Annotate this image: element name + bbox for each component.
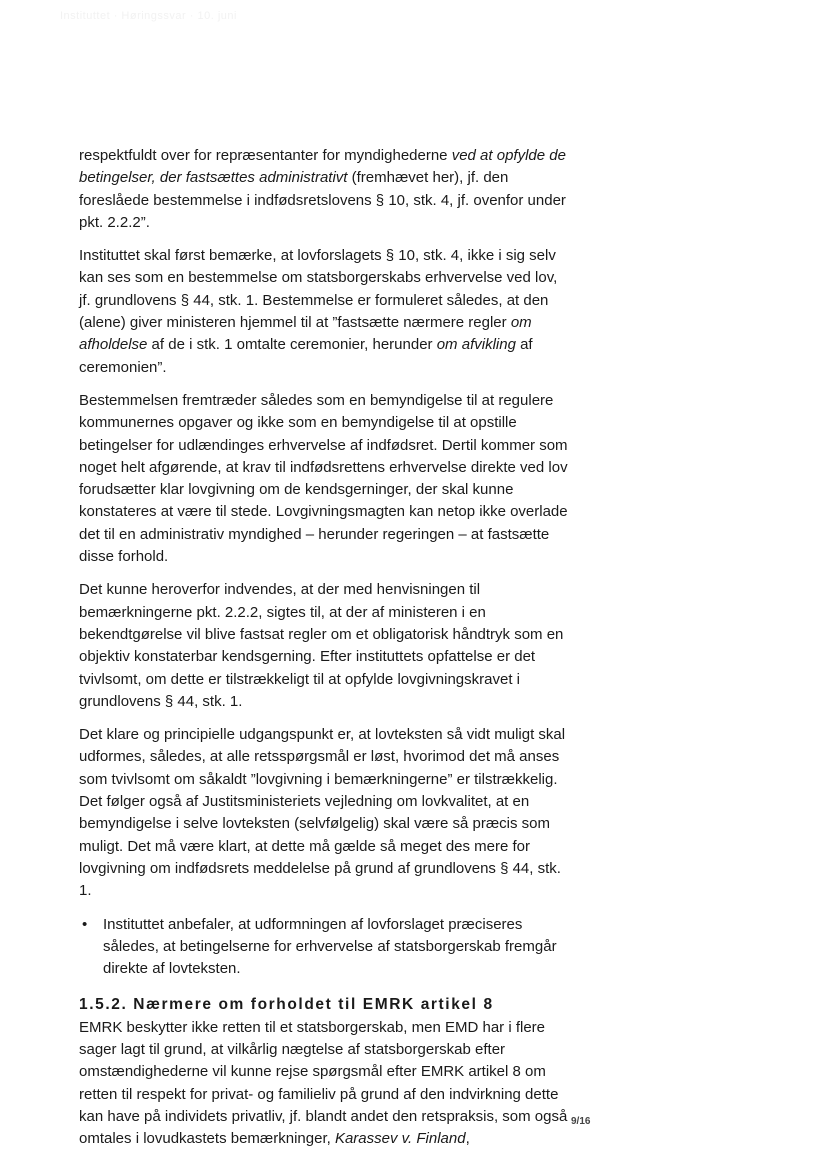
bullet-icon: • <box>82 915 88 933</box>
page-number: 9/16 <box>571 1116 591 1127</box>
section-paragraph <box>79 1017 569 1151</box>
recommendation-bullet <box>79 914 569 981</box>
text-run: (fremhævet her), jf. den foreslåede bestemmelse i indfødsretslovens § 10, stk. 4, jf. ovenfor under pkt. 2.2.2”. <box>79 169 566 231</box>
paragraph-1 <box>79 145 569 234</box>
faint-header-text: Instituttet · Høringssvar · 10. juni <box>60 10 237 22</box>
text-run: af ceremonien”. <box>79 336 533 376</box>
emphasis-text: ved at opfylde de betingelser, der fastsættes administrativt <box>79 147 566 187</box>
text-run: af de i stk. 1 omtalte ceremonier, herunder <box>147 336 437 354</box>
emphasis-text: om afholdelse <box>79 314 532 354</box>
document-body <box>79 145 569 1161</box>
emphasis-text: om afvikling <box>436 336 516 354</box>
paragraph-4: Det kunne heroverfor indvendes, at der med henvisningen til bemærkningerne pkt. 2.2.2, sigtes til, at der af ministeren i en bekendtgørelse vil blive fastsat regler om et obligatorisk håndtryk som en objektiv konstaterbar kendsgerning. Efter instituttets opfattelse er det tvivlsomt, om dette er tilstrækkeligt til at opfylde lovgivningskravet i grundlovens § 44, stk. 1. <box>79 581 564 710</box>
section-heading: 1.5.2. Nærmere om forholdet til EMRK artikel 8 <box>79 996 494 1014</box>
case-citation: Karassev v. Finland <box>334 1130 466 1148</box>
bullet-text: Instituttet anbefaler, at udformningen af lovforslaget præciseres således, at betingelserne for erhvervelse af statsborgerskab fremgår direkte af lovteksten. <box>103 915 557 978</box>
text-run: EMRK beskytter ikke retten til et statsborgerskab, men EMD har i flere sager lagt til grund, at vilkårlig nægtelse af statsborgerskab efter omstændighederne vil kunne rejse spørgsmål efter EMRK artikel 8 om retten til respekt for privat- og familieliv på grund af den indvirkning dette kan have på individets privatliv, jf. blandt andet den retspraksis, som også omtales i lovudkastets bemærkninger, <box>79 1018 568 1148</box>
text-run: Instituttet skal først bemærke, at lovforslagets § 10, stk. 4, ikke i sig selv kan ses som en bestemmelse om statsborgerskabs erhvervelse ved lov, jf. grundlovens § 44, stk. 1. Bestemmelse er formuleret således, at den (alene) giver ministeren hjemmel til at ”fastsætte nærmere regler <box>79 247 558 332</box>
text-run: , <box>465 1130 470 1148</box>
paragraph-2 <box>79 245 569 379</box>
text-run: respektfuldt over for repræsentanter for myndighederne <box>79 147 452 164</box>
paragraph-3: Bestemmelsen fremtræder således som en bemyndigelse til at regulere kommunernes opgaver og ikke som en bemyndigelse til at opstille betingelser for udlændinges erhvervelse af indfødsret. Dertil kommer som noget helt afgørende, at krav til indfødsrettens erhvervelse direkte ved lov forudsætter klar lovgivning om de kendsgerninger, der skal kunne konstateres at være til stede. Lovgivningsmagten kan netop ikke overlade det til en administrativ myndighed – herunder regeringen – at fastsætte disse forhold. <box>79 391 568 566</box>
paragraph-5: Det klare og principielle udgangspunkt er, at lovteksten så vidt muligt skal udformes, således, at alle retsspørgsmål er løst, hvorimod det må anses som tvivlsomt om såkaldt ”lovgivning i bemærkningerne” er tilstrækkelig. Det følger også af Justitsministeriets vejledning om lovkvalitet, at en bemyndigelse i selve lovteksten (selvfølgelig) skal være så præcis som muligt. Det må være klart, at dette må gælde så meget des mere for lovgivning om indfødsrets meddelelse på grund af grundlovens § 44, stk. 1. <box>79 726 566 900</box>
